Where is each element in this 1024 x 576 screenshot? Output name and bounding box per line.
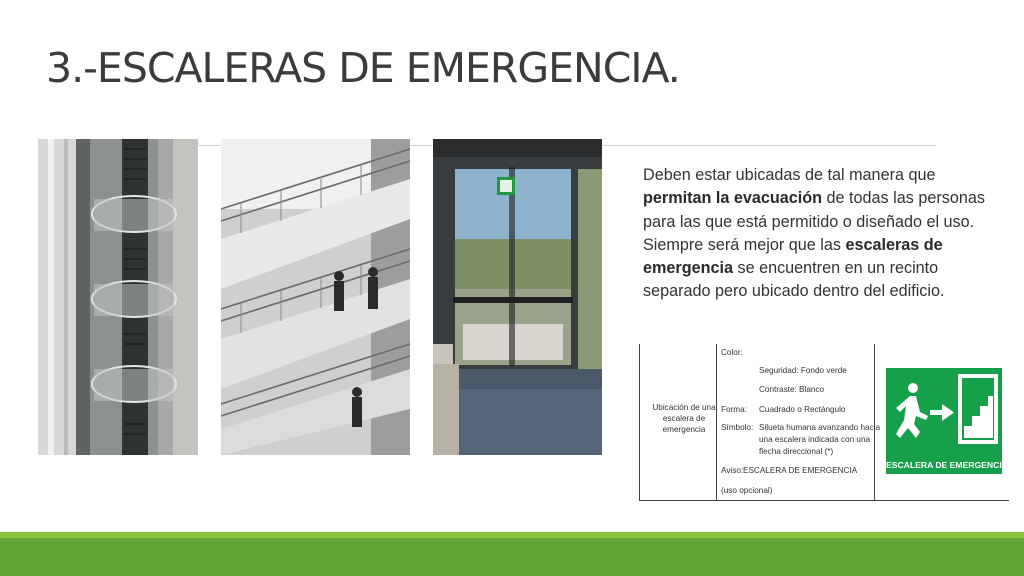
location-label: Ubicación de una escalera de emergencia bbox=[652, 403, 716, 434]
table-divider-2 bbox=[874, 344, 875, 500]
paragraph-text-3: se encuentren en un recinto separado pero ubicado dentro del edificio. bbox=[643, 259, 945, 301]
simbolo-label: Símbolo: bbox=[721, 423, 754, 432]
description-paragraph bbox=[643, 164, 1003, 304]
aviso-value: ESCALERA DE EMERGENCIA bbox=[743, 466, 858, 475]
simbolo-line-1: Silueta humana avanzando hacia bbox=[759, 423, 881, 432]
bw-staircase-photo bbox=[221, 139, 410, 455]
emphasis-emergency-stairs: escaleras de emergencia bbox=[643, 235, 943, 278]
emphasis-evacuation: permitan la evacuación bbox=[643, 189, 823, 208]
paragraph-text-2: de todas las personas para las que está permitido o diseñado el uso. Siempre será mejor que las bbox=[643, 189, 985, 254]
table-border-left bbox=[639, 344, 640, 500]
table-border-bottom bbox=[639, 500, 1009, 501]
contraste-value: Contraste: Blanco bbox=[759, 385, 825, 394]
paragraph-text-1: Deben estar ubicadas de tal manera que bbox=[643, 166, 936, 184]
aviso-label: Aviso: bbox=[721, 466, 744, 475]
sign-caption: ESCALERA DE EMERGENCIA bbox=[886, 460, 1008, 470]
exit-stairs-icon bbox=[886, 368, 1002, 456]
slide-title: 3.-ESCALERAS DE EMERGENCIA. bbox=[46, 44, 680, 92]
simbolo-line-2: una escalera indicada con una bbox=[759, 435, 871, 444]
signage-spec-table bbox=[639, 344, 1009, 504]
simbolo-line-3: flecha direccional (*) bbox=[759, 447, 834, 456]
emergency-stair-sign bbox=[886, 368, 1008, 474]
color-label: Color: bbox=[721, 348, 743, 357]
uso-opcional: (uso opcional) bbox=[721, 486, 773, 495]
forma-value: Cuadrado o Rectángulo bbox=[759, 405, 846, 414]
seguridad-value: Seguridad: Fondo verde bbox=[759, 366, 847, 375]
forma-label: Forma: bbox=[721, 405, 747, 414]
exit-door-photo bbox=[433, 139, 602, 455]
spiral-stairs-photo bbox=[38, 139, 198, 455]
footer-band bbox=[0, 538, 1024, 576]
